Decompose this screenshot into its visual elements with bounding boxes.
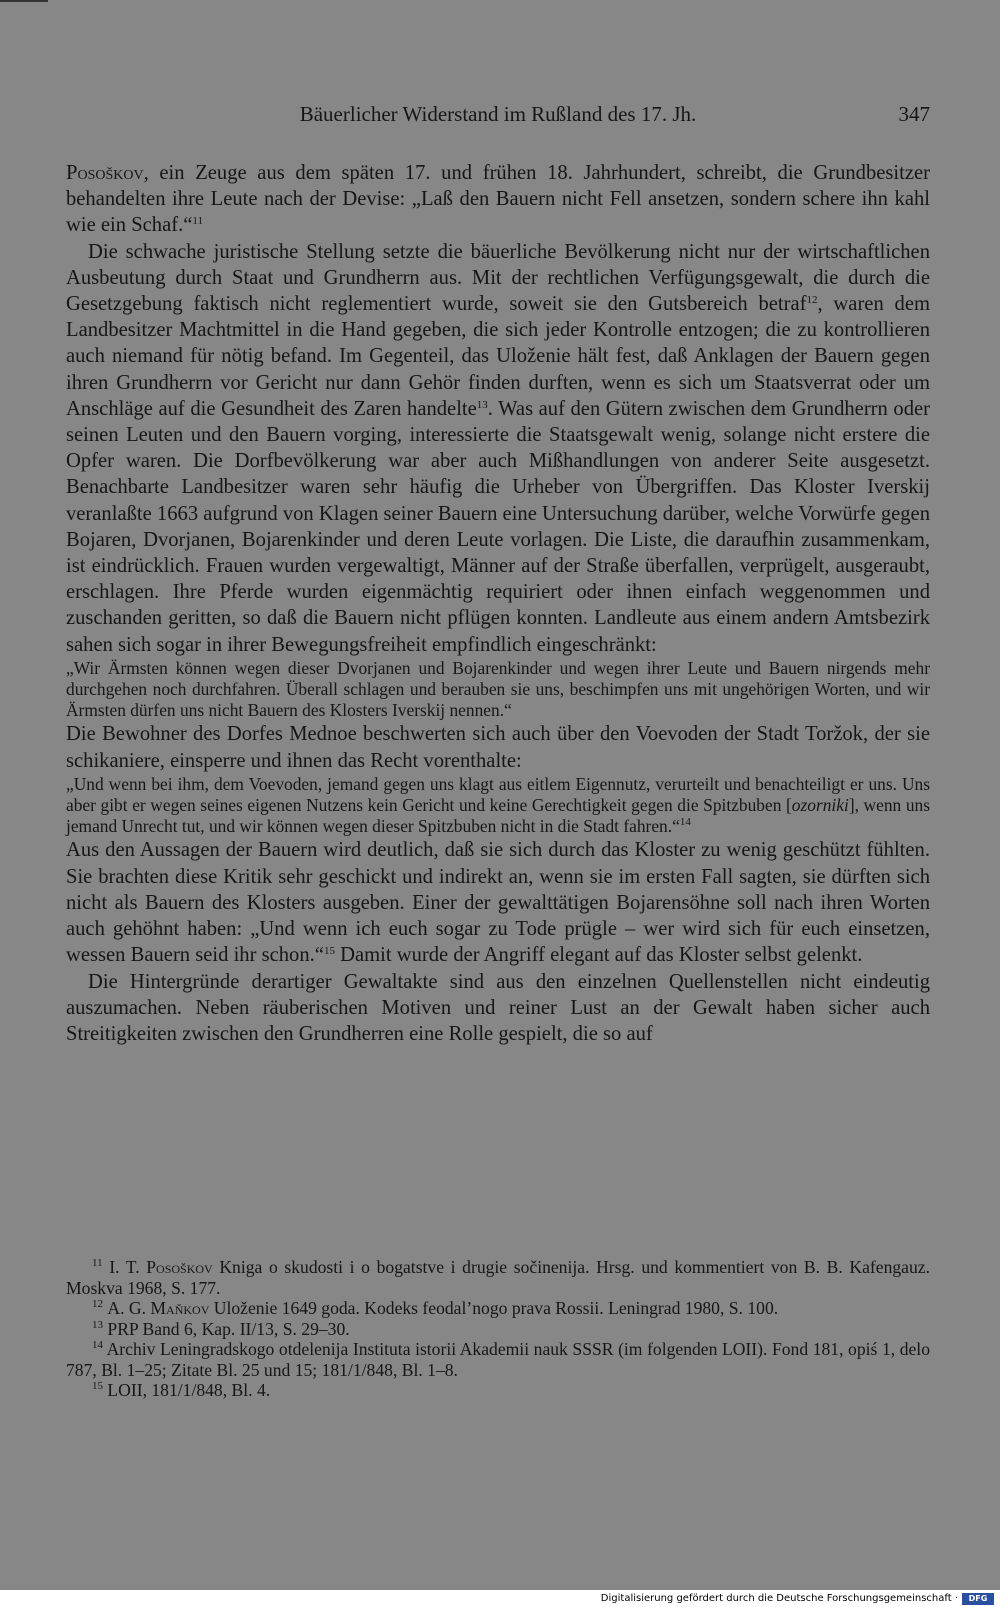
footnote-text: Uloženie 1649 goda. Kodeks feodal’nogo prava Rossii. Leningrad 1980, S. 100. [209,1298,779,1318]
footnote [66,1380,930,1401]
paragraph-5: Die Hintergründe derartiger Gewaltakte sind aus den einzelnen Quellenstellen nicht eindeutig auszumachen. Neben räuberischen Motiven und reiner Lust an der Gewalt haben sicher auch Streitigkeiten zwischen den Grundherren eine Rolle gespielt, die so auf [66,970,930,1045]
digitization-credit: Digitalisierung gefördert durch die Deutsche Forschungsgemeinschaft · [600,1593,958,1604]
footnote-author: A. G. Maňkov [107,1298,210,1318]
footnote [66,1339,930,1380]
paragraph-1-text: , ein Zeuge aus dem späten 17. und frühen 18. Jahrhundert, schreibt, die Grundbesitzer behandelten ihre Leute nach der Devise: „Laß den Bauern nicht Fell ansetzen, sondern schere ihn kahl wie ein Schaf.“ [66,162,930,237]
paragraph-2-text-b: , waren dem Landbesitzer Machtmittel in die Hand gegeben, die sich jeder Kontrolle entzogen; die zu kontrollieren auch niemand für nötig befand. Im Gegenteil, das Uloženie hält fest, daß Anklagen der Bauern gegen ihren Grundherrn vor Gericht nur dann Gehör finden durften, wenn es sich um Staatsverrat oder um Anschläge auf die Gesundheit des Zaren handelte [66,293,930,420]
footnote-ref: 15 [323,945,335,958]
body-text [66,160,930,1047]
footnote [66,1257,930,1298]
footnote-text: Archiv Leningradskogo otdelenija Instituta istorii Akademii nauk SSSR (im folgenden LOII). Fond 181, opiś 1, delo 787, Bl. 1–25; Zitate Bl. 25 und 15; 181/1/848, Bl. 1–8. [66,1339,930,1380]
footnote-ref: 12 [806,294,818,307]
paragraph-2-text-c: . Was auf den Gütern zwischen dem Grundherrn oder seinen Leuten und den Bauern vorging, interessierte die Staatsgewalt wenig, solange nicht erstere die Opfer waren. Die Dorfbevölkerung war aber auch Mißhandlungen von anderer Seite ausgesetzt. Benachbarte Landbesitzer waren sehr häufig die Urheber von Übergriffen. Das Kloster Iverskij veranlaßte 1663 aufgrund von Klagen seiner Bauern eine Untersuchung darüber, welche Vorwürfe gegen Bojaren, Dvorjanen, Bojarenkinder und deren Leute vorlagen. Die Liste, die daraufhin zusammenkam, ist eindrücklich. Frauen wurden vergewaltigt, Männer auf der Straße überfallen, verprügelt, ausgeraubt, erschlagen. Ihre Pferde wurden eigenmächtig requiriert oder ihnen einfach weggenommen und zuschanden geritten, so daß die Bauern nicht pflügen konnten. Landleute aus einem andern Amtsbezirk sahen sich sogar in ihrer Bewegungsfreiheit empfindlich eingeschränkt: [66,397,930,656]
paragraph-3: Die Bewohner des Dorfes Mednoe beschwerten sich auch über den Voevoden der Stadt Toržok, der sie schikaniere, einsperre und ihnen das Recht vorenthalte: [66,723,930,772]
footnote-ref: 14 [679,816,691,829]
footnote [66,1298,930,1319]
footnote-number: 13 [92,1318,103,1331]
footnote-ref: 13 [476,398,488,411]
paragraph-1 [66,160,930,239]
paragraph-4-text-b: Damit wurde der Angriff elegant auf das Kloster selbst gelenkt. [334,944,863,967]
footnotes [66,1257,930,1401]
paragraph-4-text-a: Aus den Aussagen der Bauern wird deutlich, daß sie sich durch das Kloster zu wenig geschützt fühlten. Sie brachten diese Kritik sehr geschickt und indirekt an, wenn sie im ersten Fall sagten, sie dürften sich nicht als Bauern des Klosters ausgeben. Einer der gewalttätigen Bojarensöhne soll nach ihren Worten auch gehöhnt haben: „Und wenn ich euch sogar zu Tode prügle – wer wird sich für euch einsetzen, wessen Bauern seid ihr schon.“ [66,839,930,967]
footnote-text: Kniga o skudosti i o bogatstve i drugie sočinenija. Hrsg. und kommentiert von B. B. Kafengauz. Moskva 1968, S. 177. [66,1257,930,1298]
footnote-number: 11 [92,1257,103,1269]
scan-edge-mark [0,0,48,2]
block-quote-1: „Wir Ärmsten können wegen dieser Dvorjanen und Bojarenkinder und wegen ihrer Leute und Bauern nirgends mehr durchgehen noch durchfahren. Überall schlagen und berauben sie uns, beschimpfen uns mit ungehörigen Worten, und wir Ärmsten dürfen uns nicht Bauern des Klosters Iverskij nennen.“ [66,657,930,721]
footnote [66,1319,930,1340]
footnote-text: PRP Band 6, Kap. II/13, S. 29–30. [107,1318,350,1339]
author-name: Posoškov [66,162,144,184]
footnote-author: I. T. Posoškov [109,1257,213,1277]
footnote-number: 14 [92,1339,103,1351]
paragraph-2-text-a: Die schwache juristische Stellung setzte die bäuerliche Bevölkerung nicht nur der wirtschaftlichen Ausbeutung durch Staat und Grundherrn aus. Mit der rechtlichen Verfügungsgewalt, die durch die Gesetzgebung faktisch nicht reglementiert wurde, soweit sie den Gutsbereich betraf [66,240,930,316]
block-quote-2-text-a: „Und wenn bei ihm, dem Voevoden, jemand gegen uns klagt aus eitlem Eigennutz, verurteilt und benachteiligt er uns. Uns aber gibt er wegen seines eigenen Nutzens kein Gericht und keine Gerechtigkeit gegen die Spitzbuben [ [66,773,930,816]
footnote-number: 12 [92,1298,103,1310]
footnote-text: LOII, 181/1/848, Bl. 4. [107,1380,271,1400]
paragraph-2 [66,239,930,658]
footnote-number: 15 [92,1380,103,1392]
page-number: 347 [898,102,930,126]
italic-term: ozorniki [791,795,849,816]
running-head [66,102,930,132]
footnote-ref: 11 [192,215,203,228]
block-quote-2-text-b: ], wenn uns jemand Unrecht tut, und wir können wegen dieser Spitzbuben nicht in die Stadt fahren.“ [66,795,930,837]
paragraph-4 [66,837,930,968]
dfg-logo: DFG [962,1593,994,1605]
block-quote-2 [66,774,930,838]
running-title: Bäuerlicher Widerstand im Rußland des 17. Jh. [299,102,697,126]
